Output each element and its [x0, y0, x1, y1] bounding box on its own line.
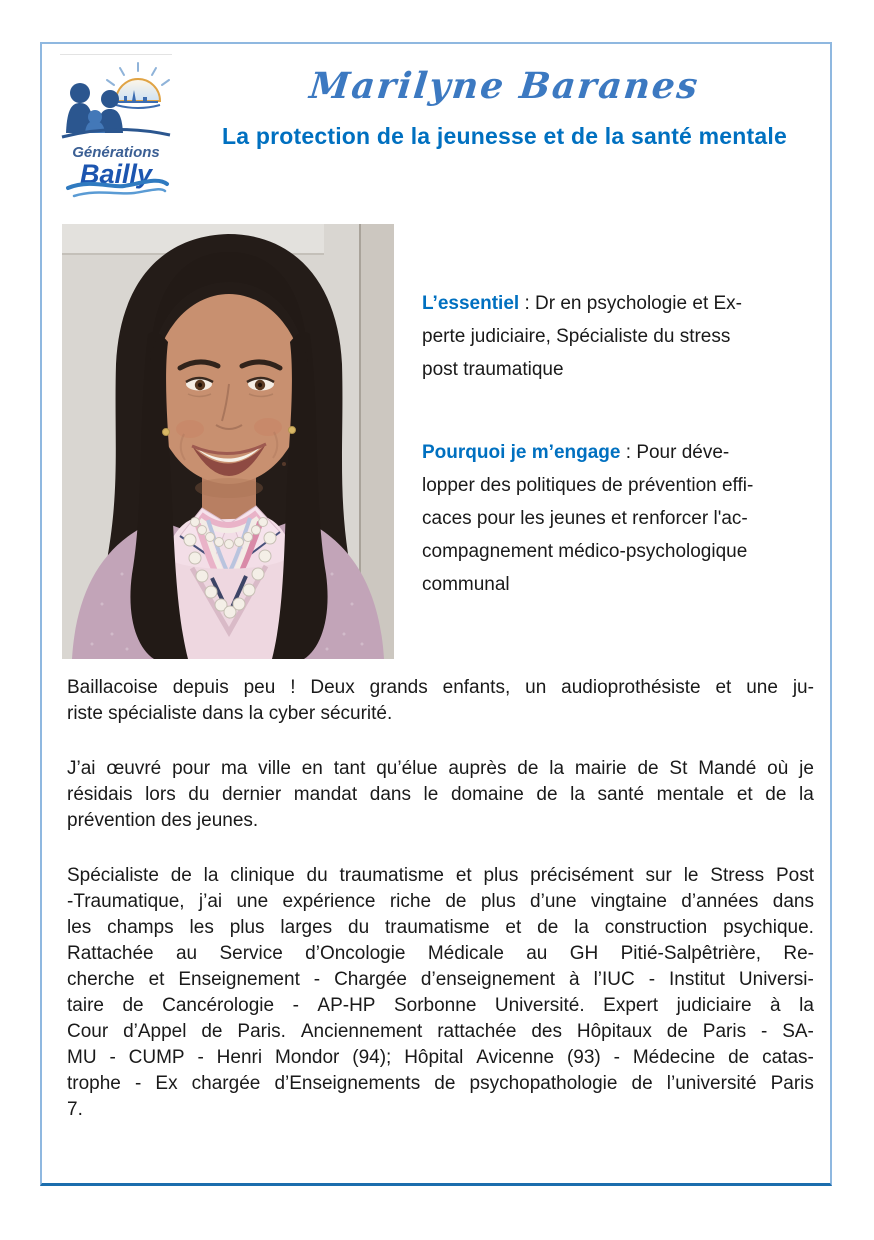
essentiel-text: : Dr en psychologie et Ex-	[519, 293, 742, 314]
profile-summary	[422, 287, 818, 601]
headline: La protection de la jeunesse et de la santé mentale	[222, 123, 787, 149]
logo-text-generations: Générations	[72, 144, 160, 161]
earring-icon	[163, 429, 170, 436]
logo-text-bailly: Bailly	[79, 159, 153, 189]
paragraph-career: Spécialiste de la clinique du traumatisme et plus précisément sur le Stress Post -Traumatique, j’ai une expérience riche de plus d’une vingtaine d’années dans les champs les plus larges du traumatisme et de la construction psychique. Rattachée au Service d’Oncologie Médicale au GH Pitié-Salpêtrière, Re- cherche et Enseignement - Chargée d’enseignement à l’IUC - Institut Universi- taire de Cancérologie - AP-HP Sorbonne Université. Expert judiciaire à la Cour d’Appel de Paris. Anciennement rattachée des Hôpitaux de Paris - SA- MU - CUMP - Henri Mondor (94); Hôpital Avicenne (93) - Médecine de catas- trophe - Ex chargée d’Enseignements de psychopathologie de l’université Paris 7.	[67, 865, 814, 1120]
portrait-illustration	[62, 224, 394, 659]
generations-bailly-logo	[60, 54, 172, 203]
engagement-label: Pourquoi je m’engage	[422, 442, 621, 463]
paragraph-family: Baillacoise depuis peu ! Deux grands enfants, un audioprothésiste et une ju- riste spécialiste dans la cyber sécurité.	[67, 677, 814, 724]
portrait-photo	[62, 224, 394, 659]
candidate-name: Marilyne Baranes	[307, 65, 702, 107]
essentiel-lines: perte judiciaire, Spécialiste du stress post traumatique	[422, 326, 731, 380]
flyer-page	[40, 42, 832, 1186]
family-figures-icon	[66, 83, 123, 133]
engagement-lines: lopper des politiques de prévention effi- caces pour les jeunes et renforcer l'ac- compagnement médico-psychologique communal	[422, 475, 754, 595]
biography	[67, 675, 814, 1123]
essentiel-block	[422, 287, 818, 386]
paragraph-st-mande: J’ai œuvré pour ma ville en tant qu’élue auprès de la mairie de St Mandé où je résidais lors du dernier mandat dans le domaine de la santé mentale et de la prévention des jeunes.	[67, 758, 814, 831]
engagement-block	[422, 436, 818, 601]
logo-graphic	[60, 55, 172, 202]
essentiel-label: L’essentiel	[422, 293, 520, 314]
earring-icon	[289, 427, 296, 434]
engagement-text: : Pour déve-	[620, 442, 730, 463]
header	[182, 60, 827, 151]
